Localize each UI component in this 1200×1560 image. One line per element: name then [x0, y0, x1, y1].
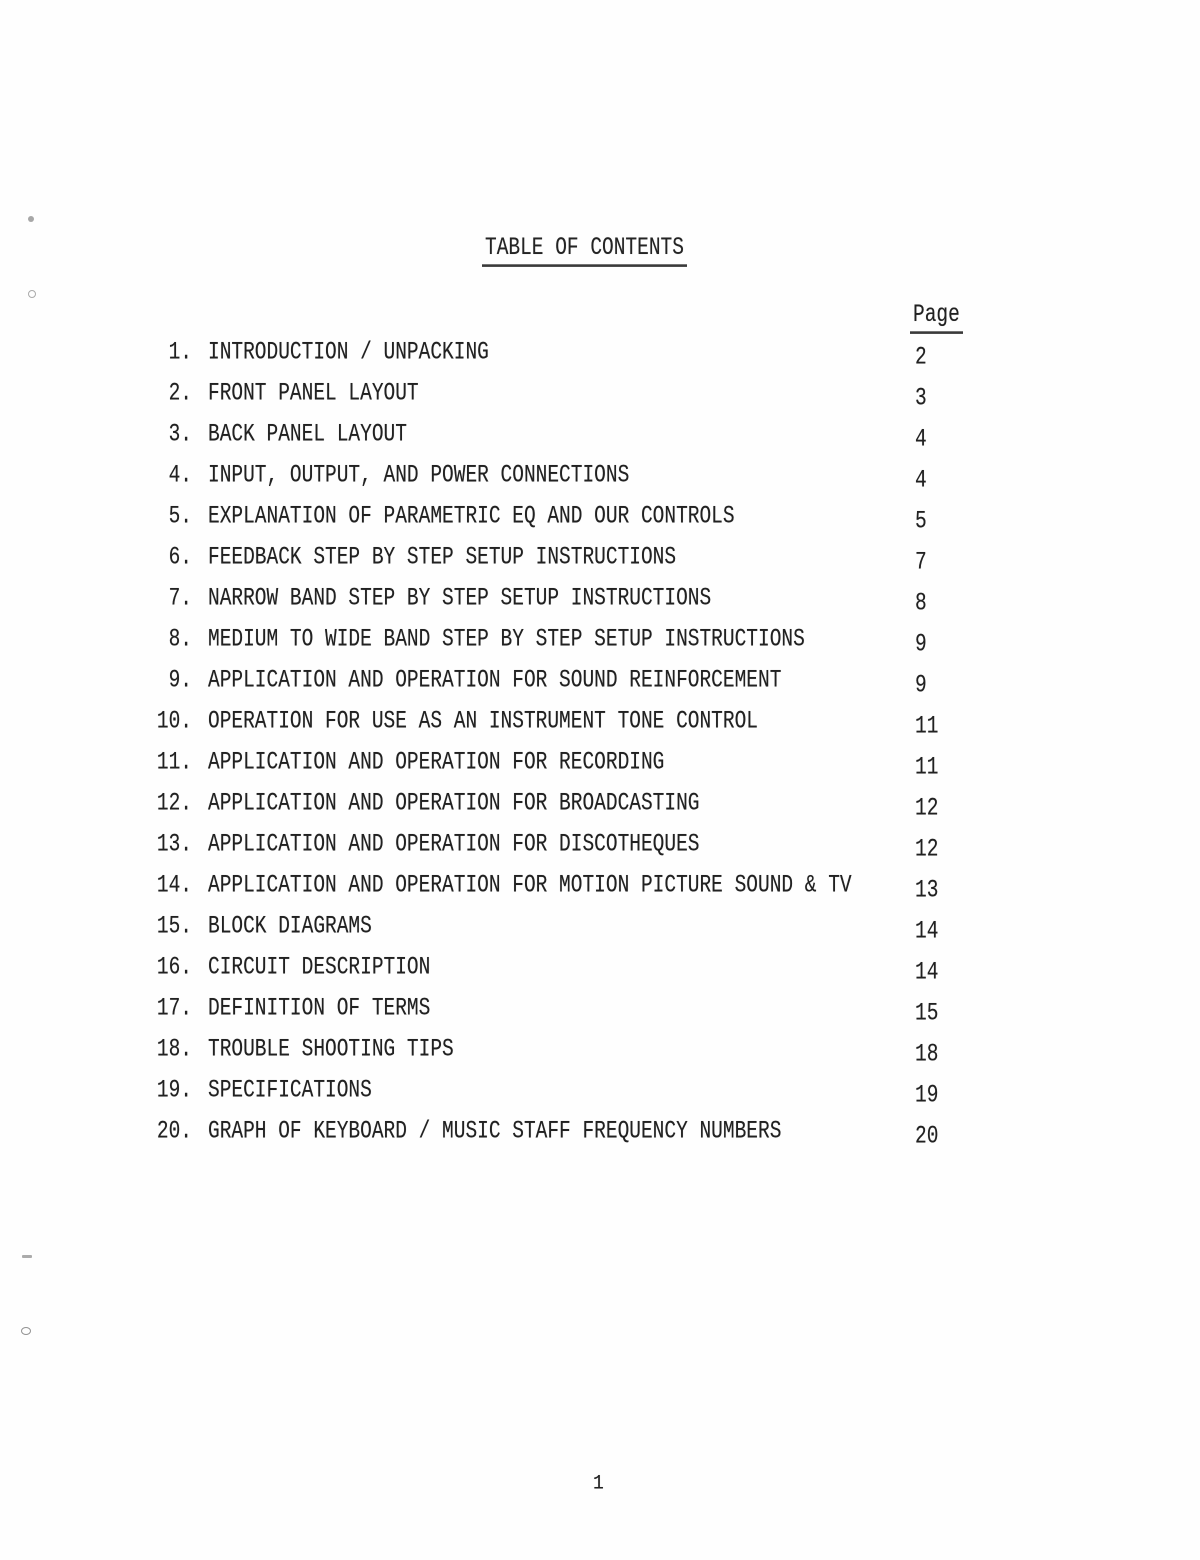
toc-entry-title: DEFINITION OF TERMS	[208, 993, 431, 1023]
toc-entry	[0, 747, 1200, 792]
toc-entry-number: 7.	[168, 583, 192, 613]
toc-entry-title: MEDIUM TO WIDE BAND STEP BY STEP SETUP INSTRUCTIONS	[208, 624, 805, 654]
toc-entry-title: APPLICATION AND OPERATION FOR BROADCASTING	[208, 788, 700, 818]
toc-entry	[0, 542, 1200, 587]
toc-entry-page: 14	[915, 916, 939, 946]
toc-entry	[0, 829, 1200, 874]
toc-entry-number: 6.	[168, 542, 192, 572]
toc-entry-number: 9.	[168, 665, 192, 695]
toc-entry-number: 2.	[168, 378, 192, 408]
toc-entry	[0, 337, 1200, 382]
toc-entry-title: FRONT PANEL LAYOUT	[208, 378, 419, 408]
toc-entry-title: OPERATION FOR USE AS AN INSTRUMENT TONE CONTROL	[208, 706, 758, 736]
toc-entry	[0, 583, 1200, 628]
toc-entry	[0, 624, 1200, 669]
scan-speck-1	[28, 216, 34, 222]
toc-entry-page: 11	[915, 711, 939, 741]
toc-entry	[0, 870, 1200, 915]
toc-entry-title: SPECIFICATIONS	[208, 1075, 372, 1105]
toc-entry-title: INPUT, OUTPUT, AND POWER CONNECTIONS	[208, 460, 630, 490]
toc-entry-title: GRAPH OF KEYBOARD / MUSIC STAFF FREQUENCY NUMBERS	[208, 1116, 782, 1146]
toc-entry-number: 8.	[168, 624, 192, 654]
toc-entry-page: 9	[915, 670, 927, 700]
toc-entry-page: 9	[915, 629, 927, 659]
toc-entry-number: 5.	[168, 501, 192, 531]
toc-entry-page: 8	[915, 588, 927, 618]
toc-entry-page: 20	[915, 1121, 939, 1151]
toc-entry-number: 11.	[156, 747, 192, 777]
toc-entry	[0, 1075, 1200, 1120]
toc-entry	[0, 1034, 1200, 1079]
toc-entry-page: 7	[915, 547, 927, 577]
scan-speck-3	[22, 1255, 32, 1258]
toc-entry-page: 13	[915, 875, 939, 905]
footer-page-number: 1	[593, 1472, 604, 1496]
toc-entry	[0, 665, 1200, 710]
toc-entry	[0, 706, 1200, 751]
toc-entry-title: BLOCK DIAGRAMS	[208, 911, 372, 941]
toc-entry-title: NARROW BAND STEP BY STEP SETUP INSTRUCTIONS	[208, 583, 712, 613]
toc-entry-page: 14	[915, 957, 939, 987]
page-column-header: Page	[910, 300, 963, 334]
scan-speck-4	[21, 1327, 31, 1335]
toc-entry-number: 12.	[156, 788, 192, 818]
toc-entry-page: 4	[915, 424, 927, 454]
toc-entry	[0, 993, 1200, 1038]
toc-entry-number: 16.	[156, 952, 192, 982]
toc-entry-number: 15.	[156, 911, 192, 941]
toc-entry-page: 18	[915, 1039, 939, 1069]
toc-entry-page: 12	[915, 834, 939, 864]
scan-speck-2	[28, 290, 36, 298]
toc-entry	[0, 460, 1200, 505]
toc-entry-title: CIRCUIT DESCRIPTION	[208, 952, 431, 982]
toc-entry-number: 3.	[168, 419, 192, 449]
toc-entry-title: INTRODUCTION / UNPACKING	[208, 337, 489, 367]
toc-entry-number: 1.	[168, 337, 192, 367]
toc-entry-number: 17.	[156, 993, 192, 1023]
toc-entry-title: EXPLANATION OF PARAMETRIC EQ AND OUR CONTROLS	[208, 501, 735, 531]
toc-entry-title: APPLICATION AND OPERATION FOR MOTION PICTURE SOUND & TV	[208, 870, 852, 900]
toc-entry-page: 5	[915, 506, 927, 536]
toc-entry-page: 2	[915, 342, 927, 372]
toc-entry-page: 11	[915, 752, 939, 782]
toc-entry	[0, 952, 1200, 997]
toc-entry-number: 10.	[156, 706, 192, 736]
toc-entry-page: 3	[915, 383, 927, 413]
toc-entry	[0, 378, 1200, 423]
toc-entry-number: 19.	[156, 1075, 192, 1105]
toc-entry-page: 12	[915, 793, 939, 823]
toc-entry-number: 20.	[156, 1116, 192, 1146]
toc-entry-title: APPLICATION AND OPERATION FOR DISCOTHEQUES	[208, 829, 700, 859]
toc-entry	[0, 501, 1200, 546]
toc-entry-number: 13.	[156, 829, 192, 859]
toc-entry-number: 4.	[168, 460, 192, 490]
toc-entry	[0, 419, 1200, 464]
toc-entry-title: APPLICATION AND OPERATION FOR RECORDING	[208, 747, 665, 777]
toc-entry-title: APPLICATION AND OPERATION FOR SOUND REINFORCEMENT	[208, 665, 782, 695]
toc-entry-title: FEEDBACK STEP BY STEP SETUP INSTRUCTIONS	[208, 542, 677, 572]
toc-entry-title: TROUBLE SHOOTING TIPS	[208, 1034, 454, 1064]
toc-entry-page: 19	[915, 1080, 939, 1110]
toc-entry-title: BACK PANEL LAYOUT	[208, 419, 407, 449]
toc-entry-number: 14.	[156, 870, 192, 900]
toc-entry	[0, 788, 1200, 833]
toc-entry-page: 4	[915, 465, 927, 495]
page-title: TABLE OF CONTENTS	[482, 233, 687, 267]
toc-entry	[0, 911, 1200, 956]
toc-entry	[0, 1116, 1200, 1161]
toc-entry-number: 18.	[156, 1034, 192, 1064]
toc-entry-page: 15	[915, 998, 939, 1028]
